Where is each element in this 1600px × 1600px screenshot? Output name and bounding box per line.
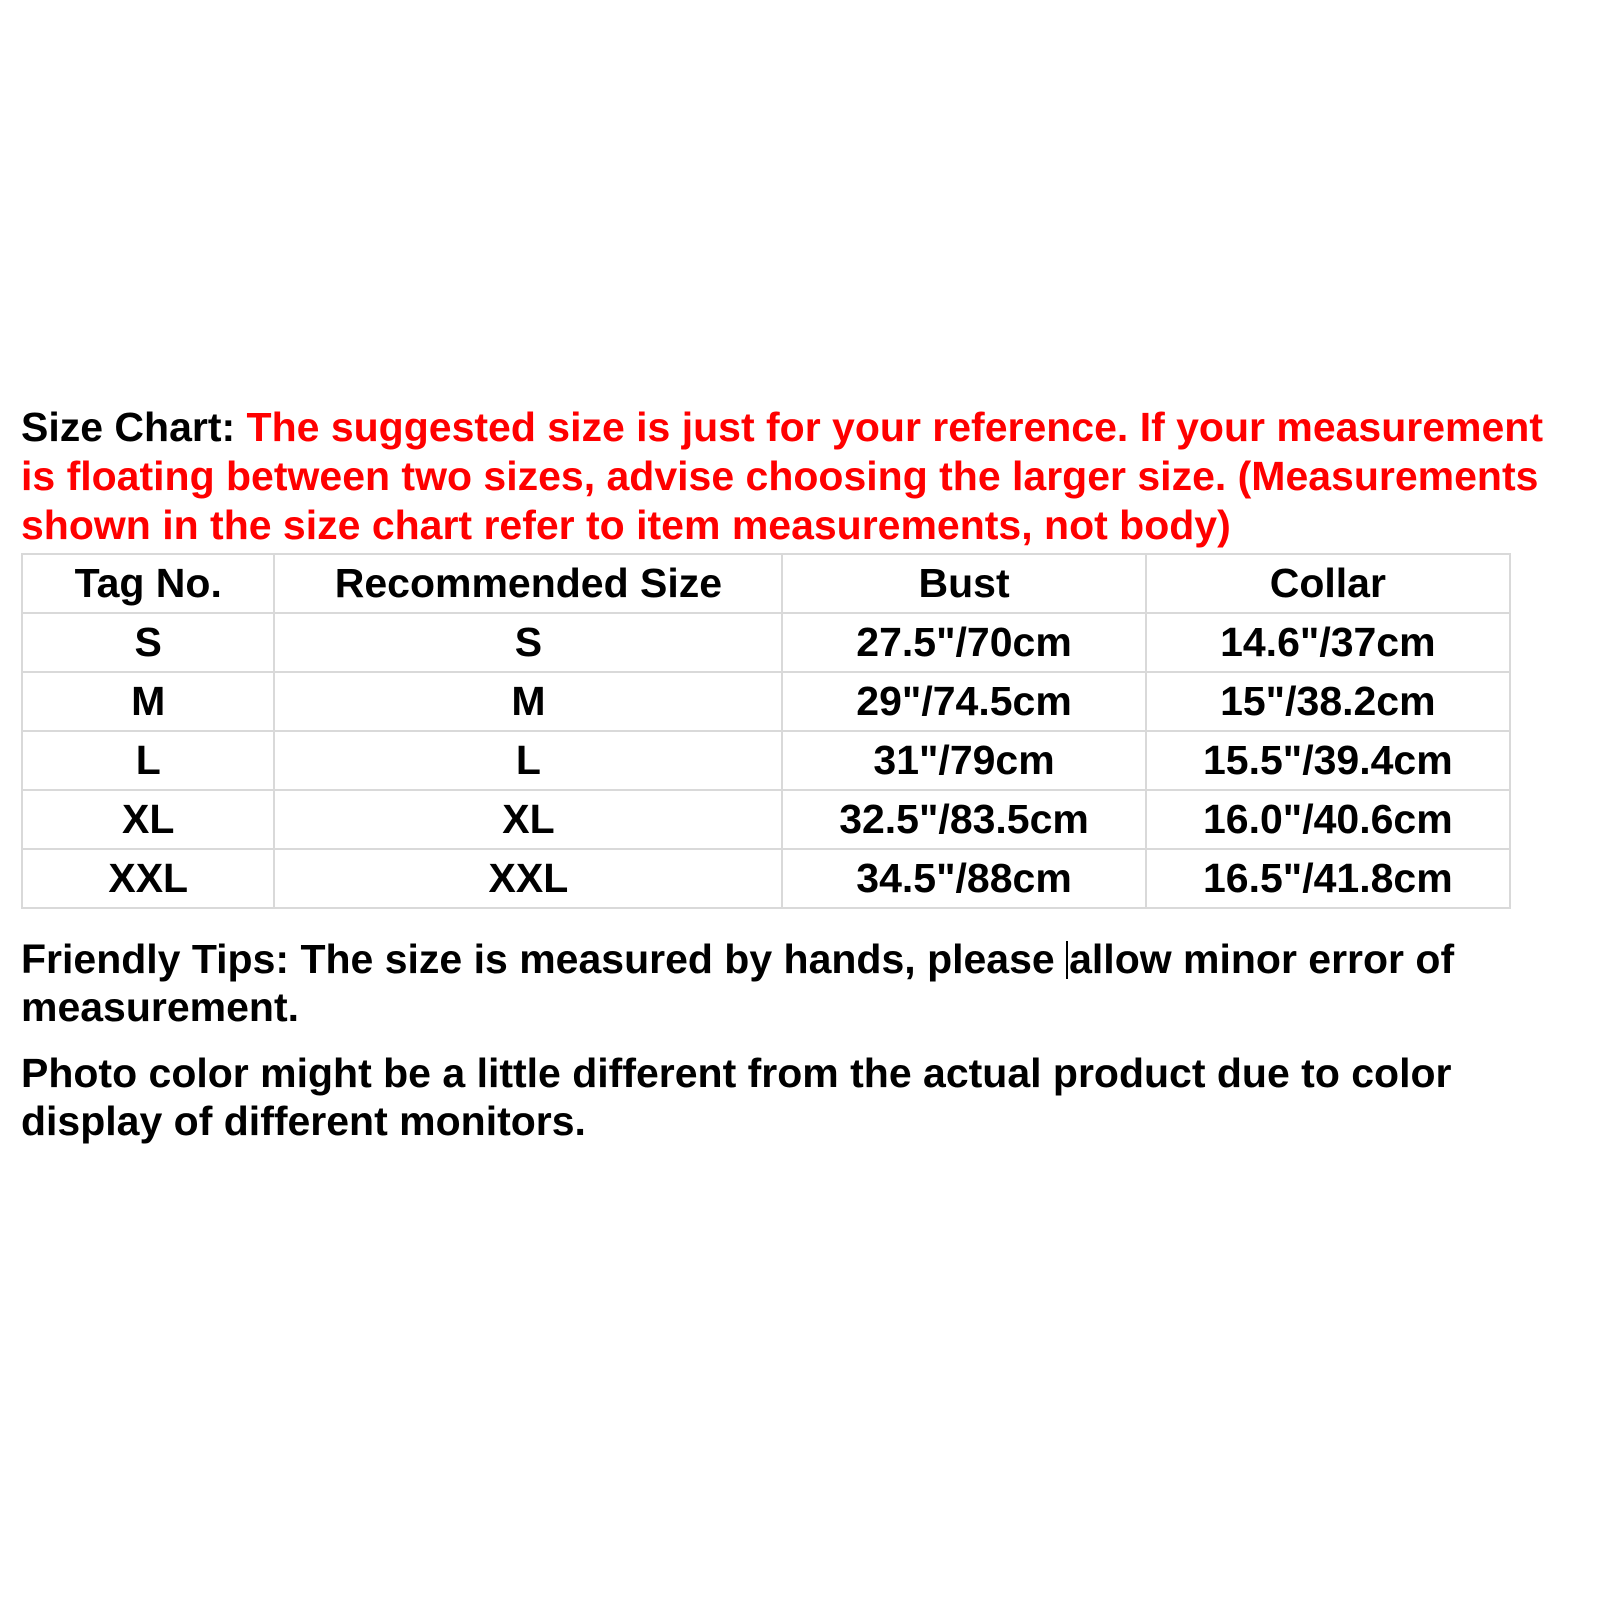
cell-tag-no: XL (22, 790, 274, 849)
table-header-row (22, 554, 1510, 613)
cell-bust: 31"/79cm (782, 731, 1145, 790)
table-row (22, 672, 1510, 731)
header-tag-no: Tag No. (22, 554, 274, 613)
cell-recommended-size: L (274, 731, 782, 790)
cell-bust: 32.5"/83.5cm (782, 790, 1145, 849)
cell-bust: 27.5"/70cm (782, 613, 1145, 672)
cell-collar: 15"/38.2cm (1146, 672, 1510, 731)
cell-collar: 15.5"/39.4cm (1146, 731, 1510, 790)
header-bust: Bust (782, 554, 1145, 613)
table-row (22, 731, 1510, 790)
photo-color-note: Photo color might be a little different from the actual product due to color display of different monitors. (21, 1050, 1452, 1144)
friendly-tips (21, 935, 1581, 1031)
cell-collar: 16.0"/40.6cm (1146, 790, 1510, 849)
header-recommended-size: Recommended Size (274, 554, 782, 613)
header-collar: Collar (1146, 554, 1510, 613)
cell-collar: 16.5"/41.8cm (1146, 849, 1510, 908)
friendly-tips-text-start: Friendly Tips: The size is measured by hands, please (21, 936, 1067, 982)
cell-collar: 14.6"/37cm (1146, 613, 1510, 672)
cell-bust: 34.5"/88cm (782, 849, 1145, 908)
cell-tag-no: M (22, 672, 274, 731)
cell-recommended-size: M (274, 672, 782, 731)
table-row (22, 613, 1510, 672)
cell-bust: 29"/74.5cm (782, 672, 1145, 731)
table-row (22, 790, 1510, 849)
size-chart-note: The suggested size is just for your reference. If your measurement is floating between two sizes, advise choosing the larger size. (Measurements shown in the size chart refer to item measurements, not body) (21, 404, 1543, 548)
size-chart-intro (21, 403, 1586, 550)
table-row (22, 849, 1510, 908)
cell-recommended-size: XXL (274, 849, 782, 908)
size-chart-label: Size Chart: (21, 404, 247, 450)
size-table (21, 553, 1511, 909)
cell-recommended-size: S (274, 613, 782, 672)
cell-tag-no: XXL (22, 849, 274, 908)
text-cursor (1066, 941, 1068, 979)
cell-recommended-size: XL (274, 790, 782, 849)
size-chart-document (21, 403, 1586, 1145)
cell-tag-no: L (22, 731, 274, 790)
cell-tag-no: S (22, 613, 274, 672)
friendly-tips-text-end: allow minor error of measurement. (21, 936, 1455, 1030)
